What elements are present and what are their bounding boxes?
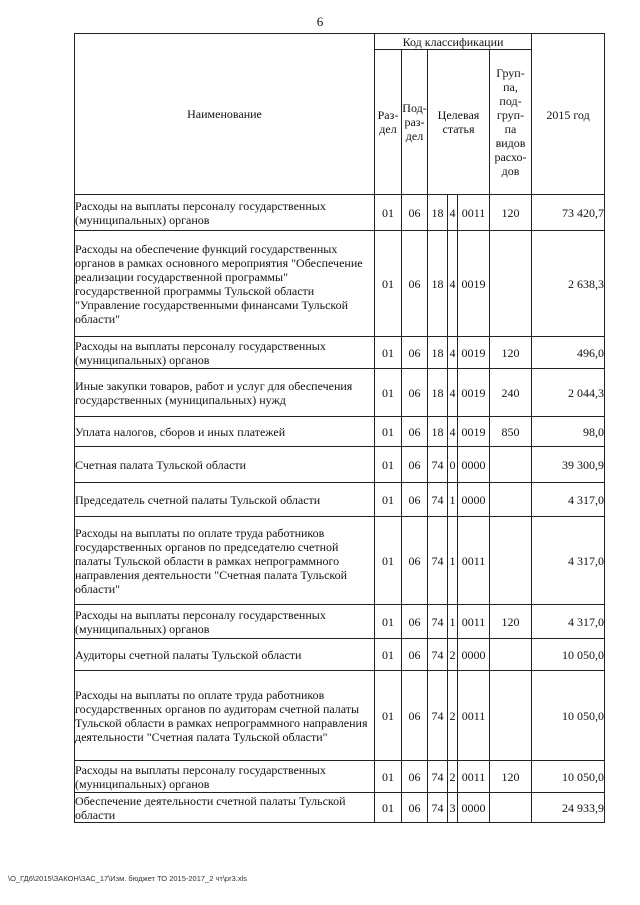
- row-section: 01: [375, 517, 402, 605]
- row-subsection: 06: [402, 447, 428, 483]
- row-target-direction: 0011: [458, 517, 490, 605]
- row-name: Обеспечение деятельности счетной палаты Тульской области: [75, 793, 375, 823]
- row-target-subprogram: 2: [448, 639, 458, 671]
- row-name: Расходы на выплаты персоналу государственных (муниципальных) органов: [75, 337, 375, 369]
- row-subsection: 06: [402, 483, 428, 517]
- row-target-program: 18: [428, 337, 448, 369]
- row-expense-group: 240: [490, 369, 532, 417]
- row-amount: 10 050,0: [532, 671, 605, 761]
- table-row: [75, 369, 605, 417]
- row-target-program: 18: [428, 231, 448, 337]
- row-subsection: 06: [402, 761, 428, 793]
- row-amount: 4 317,0: [532, 483, 605, 517]
- table-row: [75, 231, 605, 337]
- row-target-subprogram: 4: [448, 369, 458, 417]
- row-subsection: 06: [402, 517, 428, 605]
- row-expense-group: [490, 793, 532, 823]
- row-target-program: 74: [428, 671, 448, 761]
- table-row: [75, 517, 605, 605]
- row-target-subprogram: 1: [448, 517, 458, 605]
- row-target-program: 74: [428, 483, 448, 517]
- row-target-subprogram: 3: [448, 793, 458, 823]
- page-number: 6: [316, 14, 324, 29]
- row-name: Председатель счетной палаты Тульской области: [75, 483, 375, 517]
- row-subsection: 06: [402, 671, 428, 761]
- row-name: Аудиторы счетной палаты Тульской области: [75, 639, 375, 671]
- row-section: 01: [375, 793, 402, 823]
- row-subsection: 06: [402, 195, 428, 231]
- row-amount: 73 420,7: [532, 195, 605, 231]
- row-amount: 496,0: [532, 337, 605, 369]
- row-section: 01: [375, 483, 402, 517]
- row-target-program: 18: [428, 369, 448, 417]
- header-year: 2015 год: [532, 34, 605, 195]
- row-amount: 10 050,0: [532, 761, 605, 793]
- header-target-article: Целевая статья: [428, 50, 490, 195]
- row-target-direction: 0000: [458, 793, 490, 823]
- row-target-subprogram: 2: [448, 761, 458, 793]
- row-subsection: 06: [402, 231, 428, 337]
- table-row: [75, 761, 605, 793]
- row-target-program: 74: [428, 639, 448, 671]
- row-target-direction: 0019: [458, 337, 490, 369]
- table-row: [75, 447, 605, 483]
- row-target-direction: 0011: [458, 195, 490, 231]
- header-expense-group: Груп- па, под- груп- па видов расхо- дов: [490, 50, 532, 195]
- budget-table: [74, 33, 605, 823]
- row-target-direction: 0019: [458, 231, 490, 337]
- row-target-program: 18: [428, 195, 448, 231]
- row-expense-group: 120: [490, 605, 532, 639]
- row-section: 01: [375, 761, 402, 793]
- table-row: [75, 639, 605, 671]
- row-target-program: 74: [428, 761, 448, 793]
- table-row: [75, 337, 605, 369]
- row-section: 01: [375, 369, 402, 417]
- row-section: 01: [375, 337, 402, 369]
- row-amount: 2 638,3: [532, 231, 605, 337]
- table-row: [75, 671, 605, 761]
- row-target-subprogram: 4: [448, 337, 458, 369]
- row-expense-group: [490, 517, 532, 605]
- row-expense-group: [490, 639, 532, 671]
- row-section: 01: [375, 195, 402, 231]
- row-subsection: 06: [402, 369, 428, 417]
- row-target-direction: 0019: [458, 417, 490, 447]
- row-section: 01: [375, 639, 402, 671]
- table-row: [75, 793, 605, 823]
- header-name: Наименование: [75, 34, 375, 195]
- table-row: [75, 605, 605, 639]
- row-target-direction: 0000: [458, 483, 490, 517]
- row-target-direction: 0000: [458, 639, 490, 671]
- row-expense-group: 120: [490, 195, 532, 231]
- row-target-subprogram: 4: [448, 231, 458, 337]
- header-subsection: Под- раз- дел: [402, 50, 428, 195]
- row-expense-group: [490, 671, 532, 761]
- header-section: Раз- дел: [375, 50, 402, 195]
- file-path-footer: \O_ГД6\2015\ЗАКОН\ЗАС_17\Изм. бюджет ТО 2015-2017_2 чт\pr3.xls: [8, 874, 247, 883]
- header-classification: Код классификации: [375, 34, 532, 50]
- row-section: 01: [375, 671, 402, 761]
- row-expense-group: [490, 447, 532, 483]
- row-amount: 4 317,0: [532, 517, 605, 605]
- row-amount: 2 044,3: [532, 369, 605, 417]
- row-name: Расходы на обеспечение функций государственных органов в рамках основного мероприятия "Обеспечение реализации государственной программы" государственной программы Тульской области "Управление государственными финансами Тульской области": [75, 231, 375, 337]
- row-target-program: 74: [428, 793, 448, 823]
- row-section: 01: [375, 417, 402, 447]
- row-target-subprogram: 2: [448, 671, 458, 761]
- row-subsection: 06: [402, 639, 428, 671]
- row-name: Расходы на выплаты по оплате труда работников государственных органов по председателю счетной палаты Тульской области в рамках непрограммного направления деятельности "Счетная палата Тульской области": [75, 517, 375, 605]
- row-subsection: 06: [402, 337, 428, 369]
- row-section: 01: [375, 605, 402, 639]
- row-section: 01: [375, 447, 402, 483]
- row-target-direction: 0000: [458, 447, 490, 483]
- row-expense-group: [490, 231, 532, 337]
- row-name: Расходы на выплаты персоналу государственных (муниципальных) органов: [75, 605, 375, 639]
- row-target-program: 74: [428, 605, 448, 639]
- row-name: Расходы на выплаты по оплате труда работников государственных органов по аудиторам счетной палаты Тульской области в рамках непрограммного направления деятельности "Счетная палата Тульской области": [75, 671, 375, 761]
- row-expense-group: 850: [490, 417, 532, 447]
- row-amount: 4 317,0: [532, 605, 605, 639]
- table-row: [75, 195, 605, 231]
- row-target-subprogram: 1: [448, 483, 458, 517]
- row-amount: 10 050,0: [532, 639, 605, 671]
- row-target-direction: 0019: [458, 369, 490, 417]
- row-subsection: 06: [402, 605, 428, 639]
- row-subsection: 06: [402, 793, 428, 823]
- row-amount: 98,0: [532, 417, 605, 447]
- row-name: Расходы на выплаты персоналу государственных (муниципальных) органов: [75, 195, 375, 231]
- row-target-subprogram: 4: [448, 417, 458, 447]
- row-target-program: 74: [428, 517, 448, 605]
- row-name: Счетная палата Тульской области: [75, 447, 375, 483]
- row-expense-group: [490, 483, 532, 517]
- row-name: Уплата налогов, сборов и иных платежей: [75, 417, 375, 447]
- row-expense-group: 120: [490, 337, 532, 369]
- row-target-subprogram: 0: [448, 447, 458, 483]
- table-row: [75, 483, 605, 517]
- row-target-subprogram: 4: [448, 195, 458, 231]
- row-name: Иные закупки товаров, работ и услуг для обеспечения государственных (муниципальных) нужд: [75, 369, 375, 417]
- row-target-program: 74: [428, 447, 448, 483]
- row-amount: 24 933,9: [532, 793, 605, 823]
- row-target-direction: 0011: [458, 761, 490, 793]
- row-target-direction: 0011: [458, 605, 490, 639]
- row-target-program: 18: [428, 417, 448, 447]
- row-name: Расходы на выплаты персоналу государственных (муниципальных) органов: [75, 761, 375, 793]
- row-target-subprogram: 1: [448, 605, 458, 639]
- row-subsection: 06: [402, 417, 428, 447]
- row-section: 01: [375, 231, 402, 337]
- row-amount: 39 300,9: [532, 447, 605, 483]
- row-expense-group: 120: [490, 761, 532, 793]
- table-row: [75, 417, 605, 447]
- row-target-direction: 0011: [458, 671, 490, 761]
